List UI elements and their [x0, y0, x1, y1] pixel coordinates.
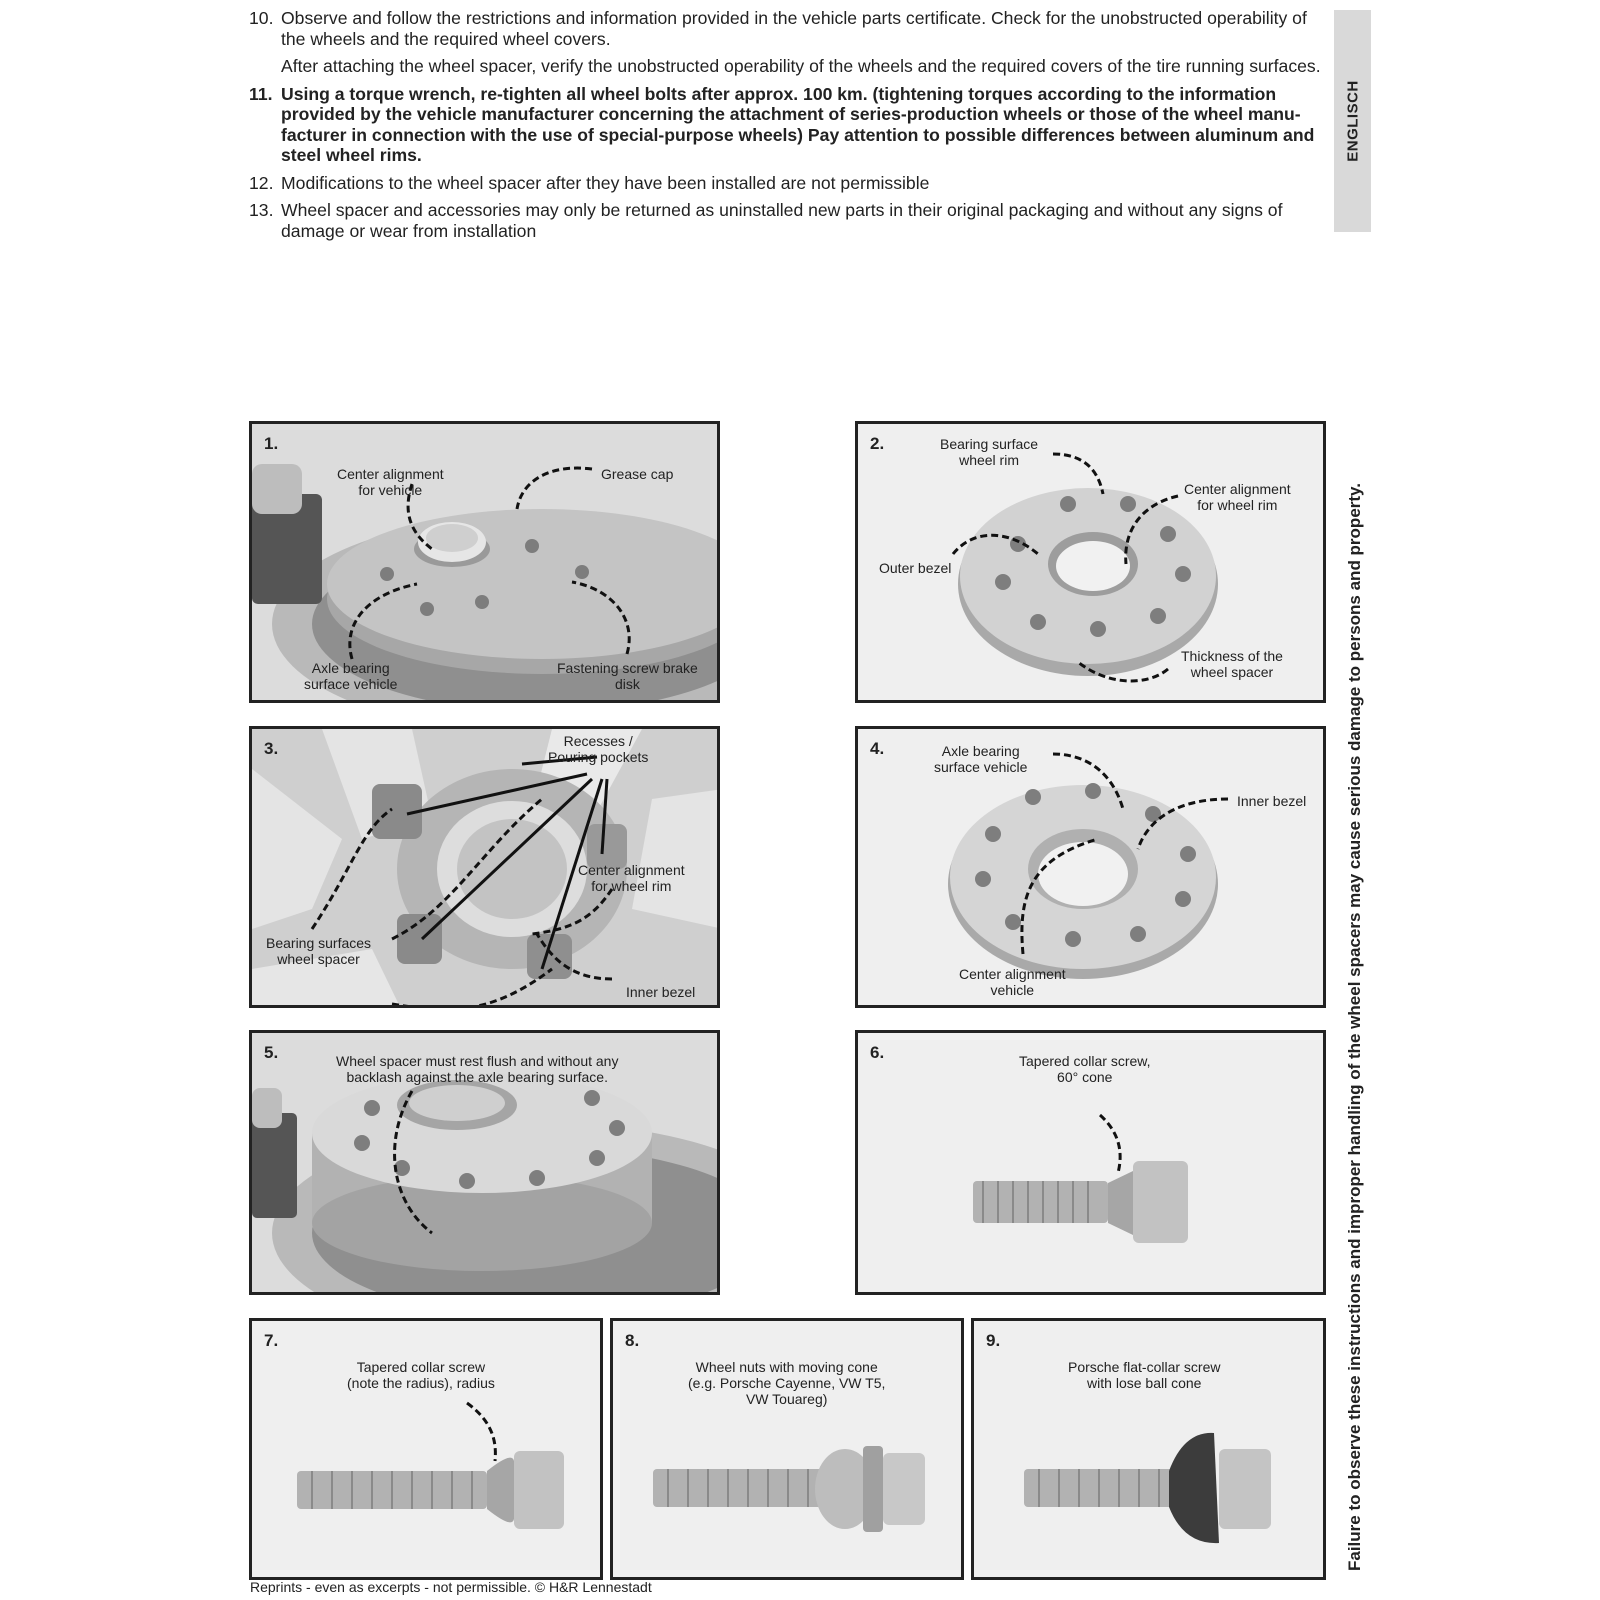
instruction-text: Using a torque wrench, re-tighten all wheel bolts after approx. 100 km. (tightening torques according to the information provided by the vehicle manufacturer concerning the attachment of series-production wheels or those of the wheel manu-facturer in connection with the use of special-purpose wheels) Pay attention to possible differences between aluminum and steel wheel rims.: [281, 83, 1315, 165]
spacer-underside-illustration: [858, 729, 1326, 1008]
label-outer-bezel: Outer bezel: [879, 560, 952, 576]
instruction-text: Modifications to the wheel spacer after they have been installed are not permissible: [281, 172, 930, 193]
figure-panel-4: [855, 726, 1326, 1008]
label-bearing-surfaces: Bearing surfaces wheel spacer: [266, 935, 372, 967]
figure-panel-6: [855, 1030, 1326, 1295]
figure-panel-9: [971, 1318, 1326, 1580]
footer-copyright: Reprints - even as excerpts - not permissible. © H&R Lennestadt: [250, 1579, 652, 1595]
label-screw-type: Tapered collar screw (note the radius), radius: [347, 1359, 495, 1391]
figure-number: 4.: [870, 739, 885, 758]
label-grease-cap: Grease cap: [601, 466, 674, 482]
instruction-item-12: 12. Modifications to the wheel spacer after they have been installed are not permissible: [249, 173, 1324, 194]
label-bearing-surface: Bearing surface wheel rim: [940, 436, 1039, 468]
label-center-alignment: Center alignment vehicle: [959, 966, 1066, 998]
figure-number: 2.: [870, 434, 885, 453]
label-flush-note: Wheel spacer must rest flush and without any backlash against the axle bearing surface.: [336, 1053, 619, 1085]
figure-number: 3.: [264, 739, 279, 758]
figure-panel-5: [249, 1030, 720, 1295]
instruction-text: Wheel spacer and accessories may only be returned as uninstalled new parts in their original packaging and without any signs of damage or wear from installation: [281, 200, 1283, 241]
label-inner-bezel: Inner bezel: [626, 984, 696, 1000]
side-warning: Failure to observe these instructions and improper handling of the wheel spacers may cause serious damage to persons and property.: [1345, 483, 1364, 1571]
language-tab: [1334, 10, 1371, 232]
figure-panel-8: [610, 1318, 964, 1580]
label-thickness: Thickness of the wheel spacer: [1181, 648, 1283, 680]
label-axle-bearing: Axle bearing surface vehicle: [934, 743, 1028, 775]
label-inner-bezel: Inner bezel: [1237, 793, 1307, 809]
figure-number: 1.: [264, 434, 279, 453]
figure-panel-7: [249, 1318, 603, 1580]
figure-number: 8.: [625, 1331, 640, 1350]
instruction-item-10: 10. Observe and follow the restrictions and information provided in the vehicle parts certificate. Check for the unobstructed operability of the wheels and the required wheel covers. After attaching the wheel spacer, verify the unobstructed operability of the wheels and the required covers of the tire running surfaces.: [249, 8, 1324, 77]
figure-panel-3: [249, 726, 720, 1008]
figure-number: 6.: [870, 1043, 885, 1062]
figure-panel-2: [855, 421, 1326, 703]
label-screw-type: Tapered collar screw, 60° cone: [1019, 1053, 1151, 1085]
label-recesses: Recesses / Pouring pockets: [548, 733, 649, 765]
label-center-alignment: Center alignment for wheel rim: [578, 862, 685, 894]
label-nut-type: Wheel nuts with moving cone (e.g. Porsche Cayenne, VW T5, VW Touareg): [688, 1359, 886, 1407]
instruction-text: Observe and follow the restrictions and information provided in the vehicle parts certificate. Check for the unobstructed operability of the wheels and the required wheel covers.: [281, 8, 1307, 49]
figure-panel-1: [249, 421, 720, 703]
language-tab-label: ENGLISCH: [1344, 80, 1361, 162]
label-center-alignment: Center alignment for vehicle: [337, 466, 444, 498]
figure-number: 7.: [264, 1331, 279, 1350]
label-center-alignment: Center alignment for wheel rim: [1184, 481, 1291, 513]
label-fastening-screw: Fastening screw brake disk: [557, 660, 698, 692]
instruction-item-11: 11. Using a torque wrench, re-tighten all wheel bolts after approx. 100 km. (tightening torques according to the information provided by the vehicle manufacturer concerning the attachment of series-production wheels or those of the wheel manu-facturer in connection with the use of special-purpose wheels) Pay attention to possible differences between aluminum and steel wheel rims.: [249, 84, 1324, 166]
instruction-item-13: 13. Wheel spacer and accessories may only be returned as uninstalled new parts in their original packaging and without any signs of damage or wear from installation: [249, 200, 1324, 241]
label-axle-bearing: Axle bearing surface vehicle: [304, 660, 398, 692]
figure-number: 9.: [986, 1331, 1001, 1350]
label-screw-type: Porsche flat-collar screw with lose ball cone: [1068, 1359, 1221, 1391]
instruction-list: [249, 8, 1324, 248]
instruction-subtext: After attaching the wheel spacer, verify the unobstructed operability of the wheels and the required covers of the tire running surfaces.: [281, 56, 1321, 76]
figure-number: 5.: [264, 1043, 279, 1062]
